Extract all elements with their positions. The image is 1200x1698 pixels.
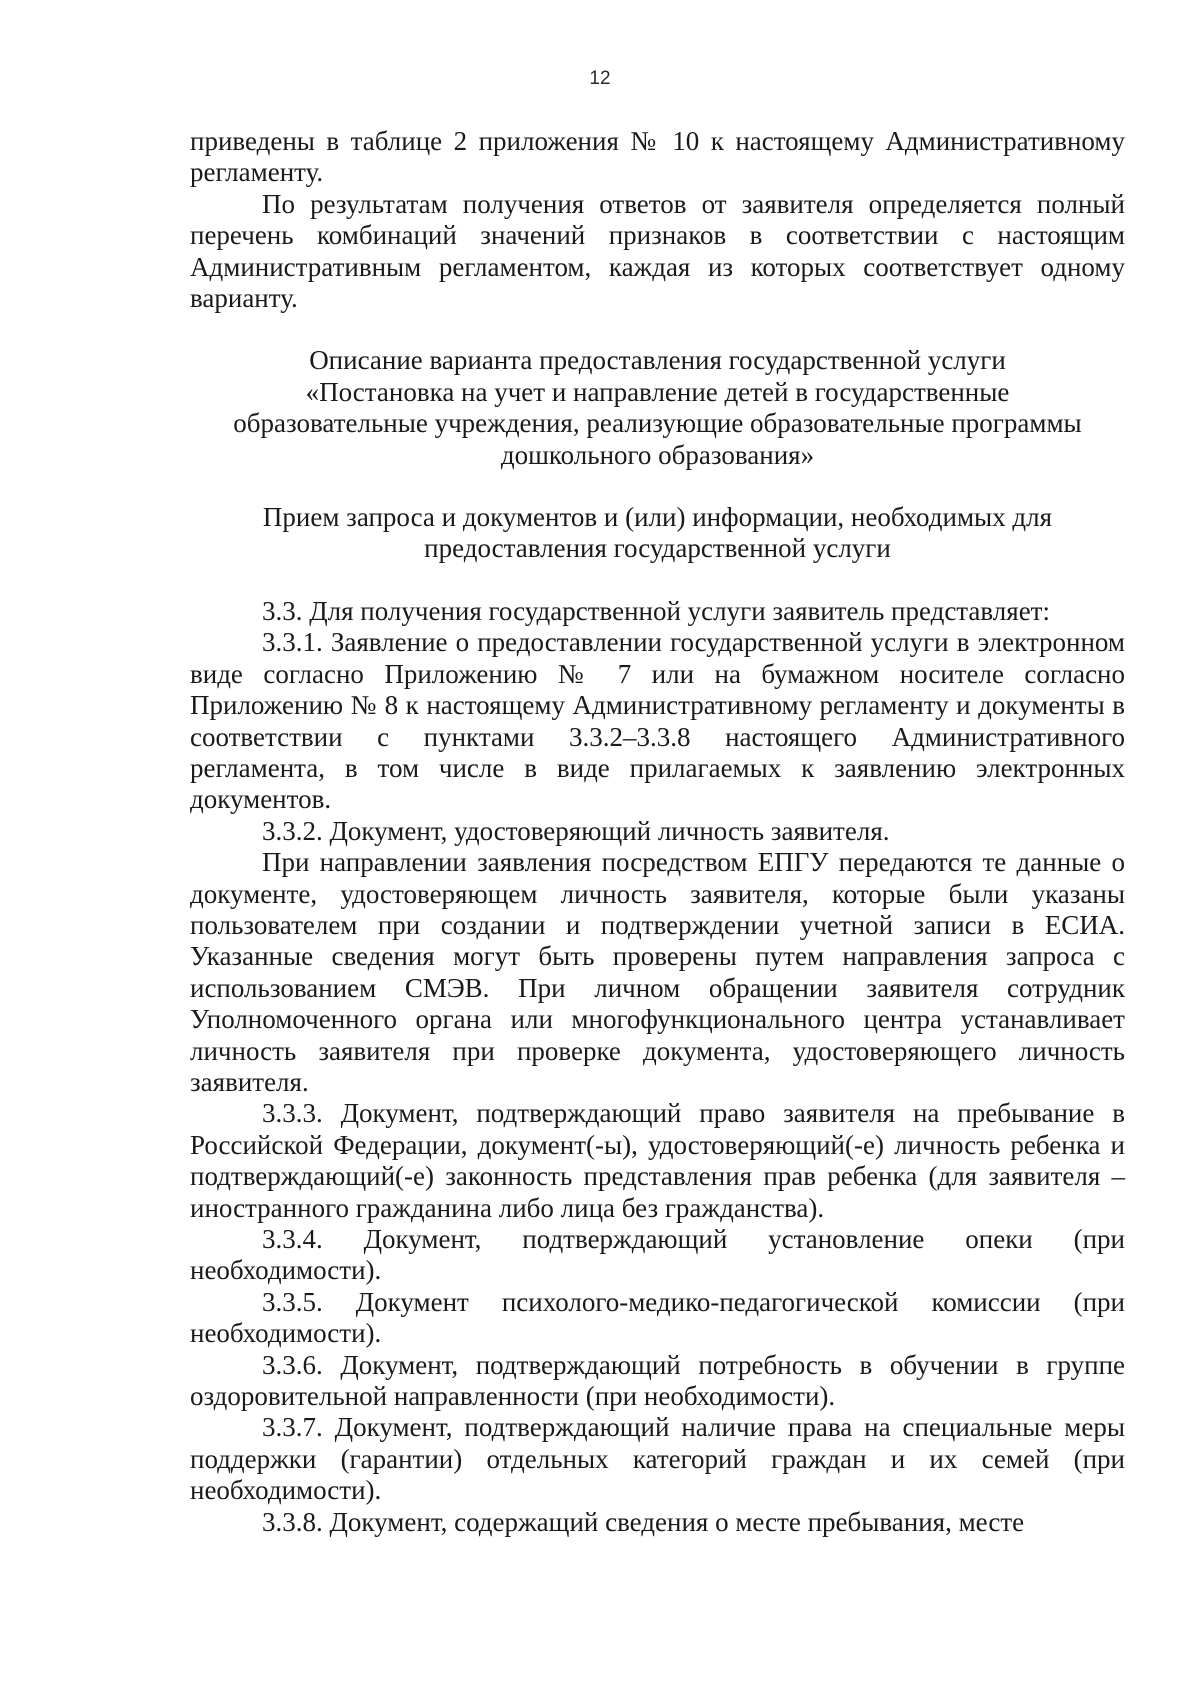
paragraph-results: По результатам получения ответов от заявителя определяется полный перечень комбинаций значений признаков в соответствии с настоящим Административным регламентом, каждая из которых соответствует одному варианту.: [190, 188, 1125, 314]
heading-line: дошкольного образования»: [500, 439, 815, 470]
paragraph-3-3-8: 3.3.8. Документ, содержащий сведения о месте пребывания, месте: [262, 1506, 1025, 1537]
paragraph-3-3: 3.3. Для получения государственной услуги заявитель представляет:: [262, 595, 1050, 626]
paragraph-3-3-2: 3.3.2. Документ, удостоверяющий личность заявителя.: [262, 815, 890, 846]
heading-line: образовательные учреждения, реализующие образовательные программы: [233, 408, 1082, 439]
section-heading-variant: [190, 345, 1125, 471]
document-body: [190, 126, 1125, 1538]
paragraph-epgu: При направлении заявления посредством ЕПГУ передаются те данные о документе, удостоверяющем личность заявителя, которые были указаны пользователем при создании и подтверждении учетной записи в ЕСИА. Указанные сведения могут быть проверены путем направления запроса с использованием СМЭВ. При личном обращении заявителя сотрудник Уполномоченного органа или многофункционального центра устанавливает личность заявителя при проверке документа, удостоверяющего личность заявителя.: [190, 847, 1125, 1097]
heading-line: «Постановка на учет и направление детей в государственные: [305, 376, 1010, 407]
heading-line: Прием запроса и документов и (или) информации, необходимых для: [262, 502, 1053, 533]
paragraph-3-3-1: 3.3.1. Заявление о предоставлении государственной услуги в электронном виде согласно Приложению № 7 или на бумажном носителе согласно Приложению № 8 к настоящему Административному регламенту и документы в соответствии с пунктами 3.3.2–3.3.8 настоящего Административного регламента, в том числе в виде прилагаемых к заявлению электронных документов.: [190, 627, 1125, 815]
heading-line: предоставления государственной услуги: [424, 533, 891, 564]
heading-line: Описание варианта предоставления государственной услуги: [309, 345, 1006, 376]
page-number: 12: [589, 68, 611, 89]
paragraph-3-3-4: 3.3.4. Документ, подтверждающий установление опеки (при необходимости).: [190, 1224, 1125, 1286]
paragraph-continuation: приведены в таблице 2 приложения № 10 к настоящему Административному регламенту.: [190, 126, 1125, 188]
paragraph-3-3-7: 3.3.7. Документ, подтверждающий наличие права на специальные меры поддержки (гарантии) отдельных категорий граждан и их семей (при необходимости).: [190, 1412, 1125, 1506]
paragraph-3-3-3: 3.3.3. Документ, подтверждающий право заявителя на пребывание в Российской Федерации, документ(-ы), удостоверяющий(-е) личность ребенка и подтверждающий(-е) законность представления прав ребенка (для заявителя – иностранного гражданина либо лица без гражданства).: [190, 1098, 1125, 1223]
paragraph-3-3-5: 3.3.5. Документ психолого-медико-педагогической комиссии (при необходимости).: [190, 1286, 1125, 1349]
main-paragraphs: [190, 596, 1125, 1538]
paragraph-3-3-6: 3.3.6. Документ, подтверждающий потребность в обучении в группе оздоровительной направленности (при необходимости).: [190, 1349, 1125, 1412]
section-heading-reception: [190, 502, 1125, 565]
